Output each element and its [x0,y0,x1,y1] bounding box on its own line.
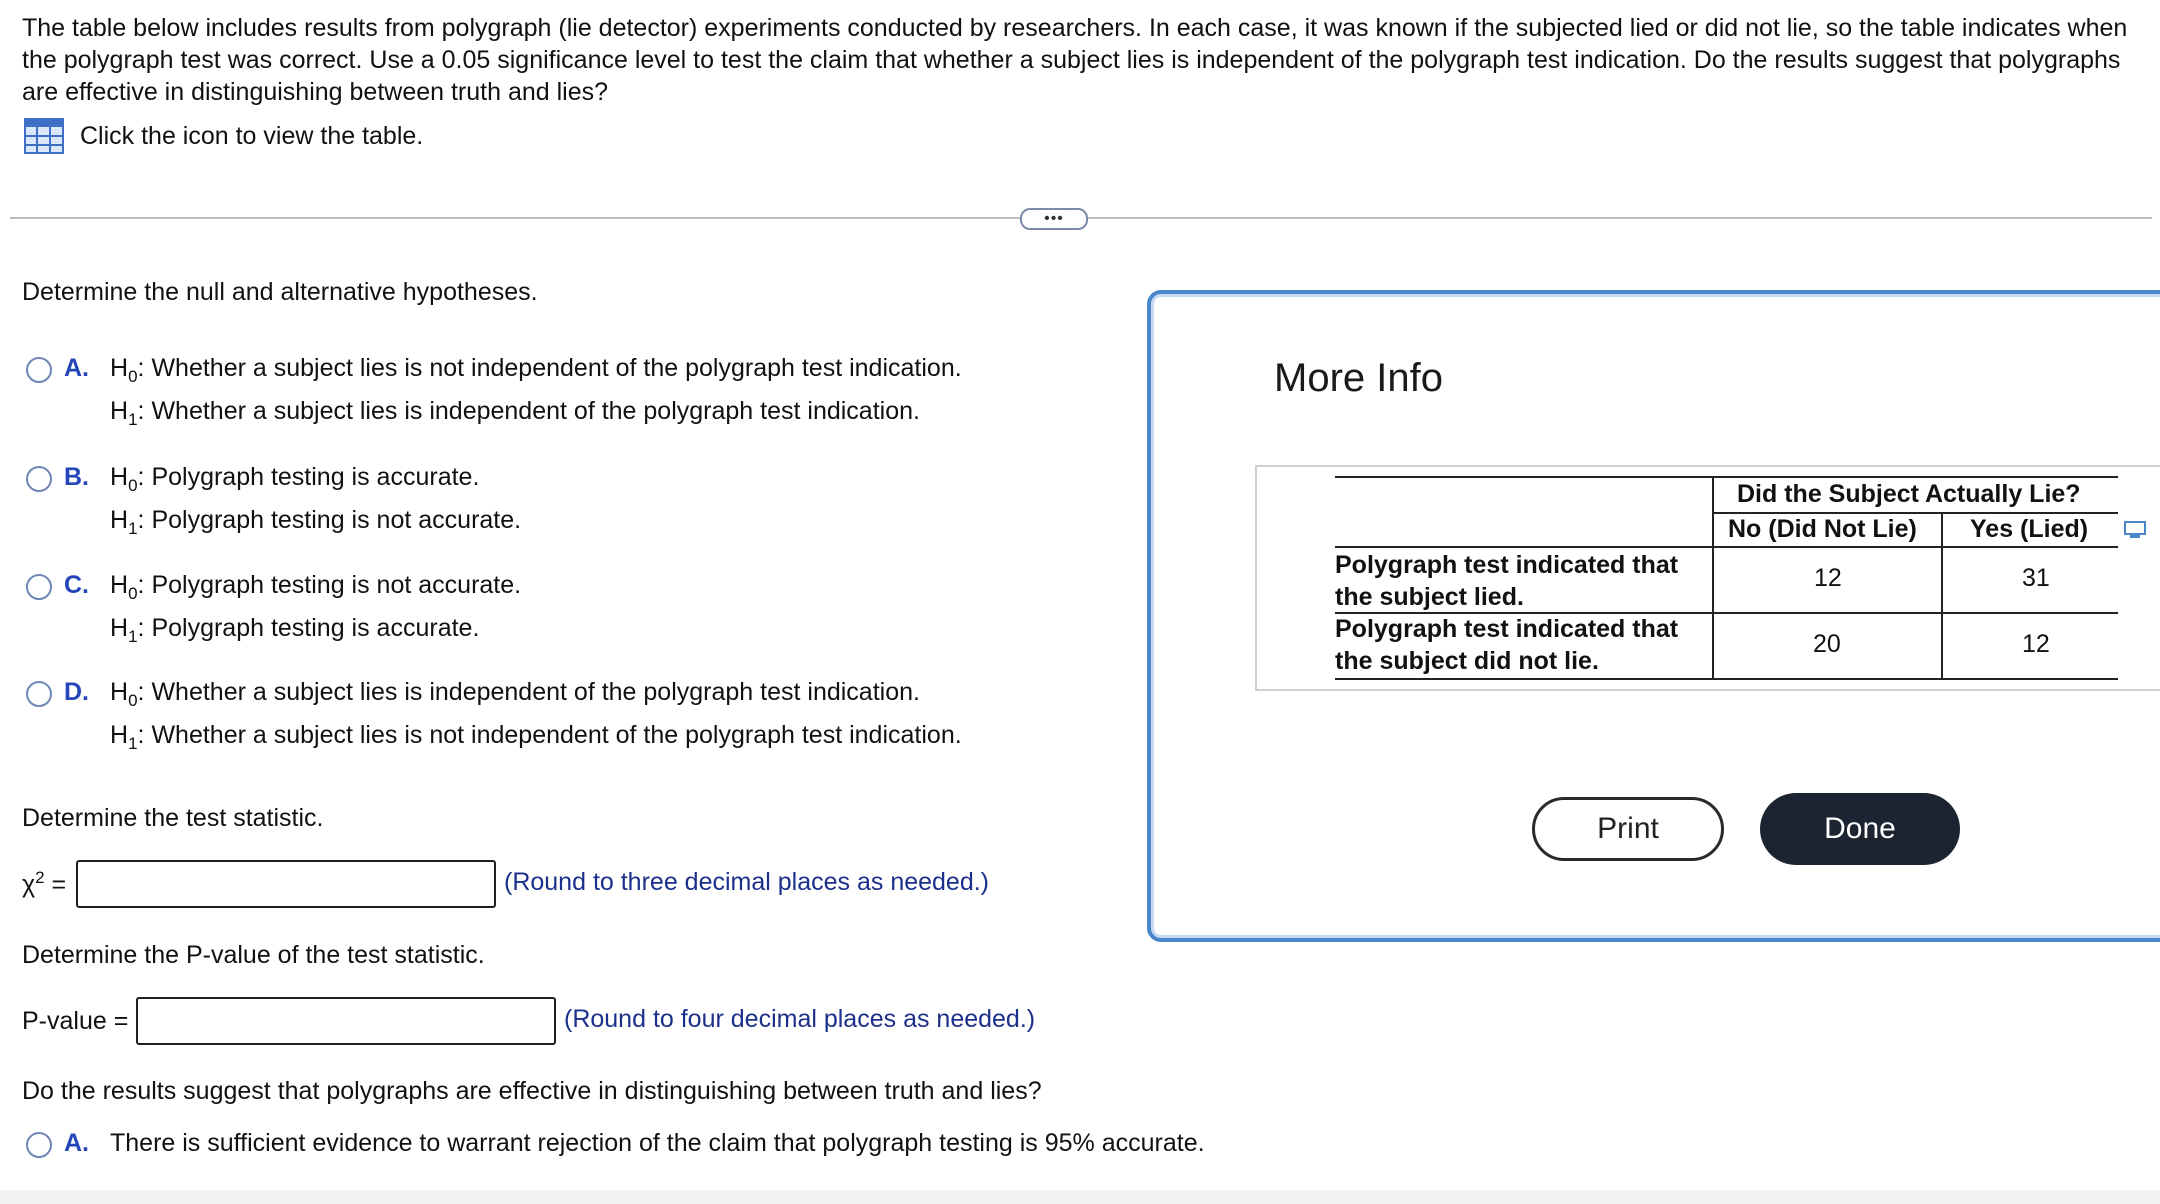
table-col-divider-1 [1712,476,1714,678]
option-b-h0: $H_0$: Polygraph testing is accurate. [110,463,480,495]
test-statistic-prompt: Determine the test statistic. [22,804,324,832]
option-c-radio[interactable] [26,574,52,600]
table-top-rule [1335,476,2118,478]
option-d-radio[interactable] [26,681,52,707]
table-row-1-label: Polygraph test indicated that the subject lied. [1335,551,1679,611]
table-row-1-no: 12 [1814,564,1842,592]
view-table-link[interactable] [24,118,423,154]
option-a-h0: $H_0$: Whether a subject lies is not independent of the polygraph test indication. [110,354,962,386]
option-a-letter: A. [64,354,89,382]
print-button[interactable]: Print [1532,797,1724,861]
chi-square-input[interactable] [76,860,496,908]
conclusion-option-a-letter: A. [64,1129,89,1157]
option-d-letter: D. [64,678,89,706]
table-grid-icon[interactable] [24,118,64,154]
hypotheses-prompt: Determine the null and alternative hypotheses. [22,278,538,306]
table-header-rule [1335,546,2118,548]
table-col-divider-2 [1941,512,1943,678]
table-row-2-no: 20 [1813,630,1841,658]
p-value-prompt: Determine the P-value of the test statistic. [22,941,485,969]
option-b-letter: B. [64,463,89,491]
expand-table-icon[interactable] [2124,521,2146,539]
chi-square-label: $\chi^2$ = [22,868,67,899]
bottom-bar [0,1190,2160,1204]
conclusion-option-a-text: There is sufficient evidence to warrant rejection of the claim that polygraph testing is 95% accurate. [110,1129,1205,1157]
option-b-h1: $H_1$: Polygraph testing is not accurate. [110,506,522,538]
p-value-input[interactable] [136,997,556,1045]
option-c-letter: C. [64,571,89,599]
option-b-radio[interactable] [26,466,52,492]
view-table-label[interactable]: Click the icon to view the table. [80,121,424,150]
expand-ellipsis-button[interactable]: ••• [1020,208,1088,230]
conclusion-option-a-radio[interactable] [26,1132,52,1158]
problem-statement: The table below includes results from polygraph (lie detector) experiments conducted by researchers. In each case, it was known if the subjected lied or did not lie, so the table indicates when the polygraph test was correct. Use a 0.05 significance level to test the claim that whether a subject lies is independent of the polygraph test indication. Do the results suggest that polygraphs are effective in distinguishing between truth and lies? [22,14,2128,106]
done-button[interactable]: Done [1760,793,1960,865]
table-col-header-no: No (Did Not Lie) [1728,515,1917,543]
option-d-h1: $H_1$: Whether a subject lies is not independent of the polygraph test indication. [110,721,962,753]
p-value-hint: (Round to four decimal places as needed.) [564,1005,1036,1033]
table-bottom-rule [1335,678,2118,680]
dialog-title: More Info [1274,356,1443,400]
table-col-header-yes: Yes (Lied) [1970,515,2089,543]
chi-square-hint: (Round to three decimal places as needed.) [504,868,990,896]
table-group-rule [1712,512,2118,514]
option-a-h1: $H_1$: Whether a subject lies is independent of the polygraph test indication. [110,397,920,429]
table-group-header: Did the Subject Actually Lie? [1737,480,2081,508]
option-a-radio[interactable] [26,357,52,383]
option-d-h0: $H_0$: Whether a subject lies is independent of the polygraph test indication. [110,678,920,710]
table-row-1-yes: 31 [2022,564,2050,592]
table-row-2-yes: 12 [2022,630,2050,658]
p-value-label: P-value = [22,1007,129,1035]
option-c-h0: $H_0$: Polygraph testing is not accurate. [110,571,522,603]
table-row-2-label: Polygraph test indicated that the subject did not lie. [1335,615,1679,675]
option-c-h1: $H_1$: Polygraph testing is accurate. [110,614,480,646]
conclusion-prompt: Do the results suggest that polygraphs are effective in distinguishing between truth and lies? [22,1077,1042,1105]
